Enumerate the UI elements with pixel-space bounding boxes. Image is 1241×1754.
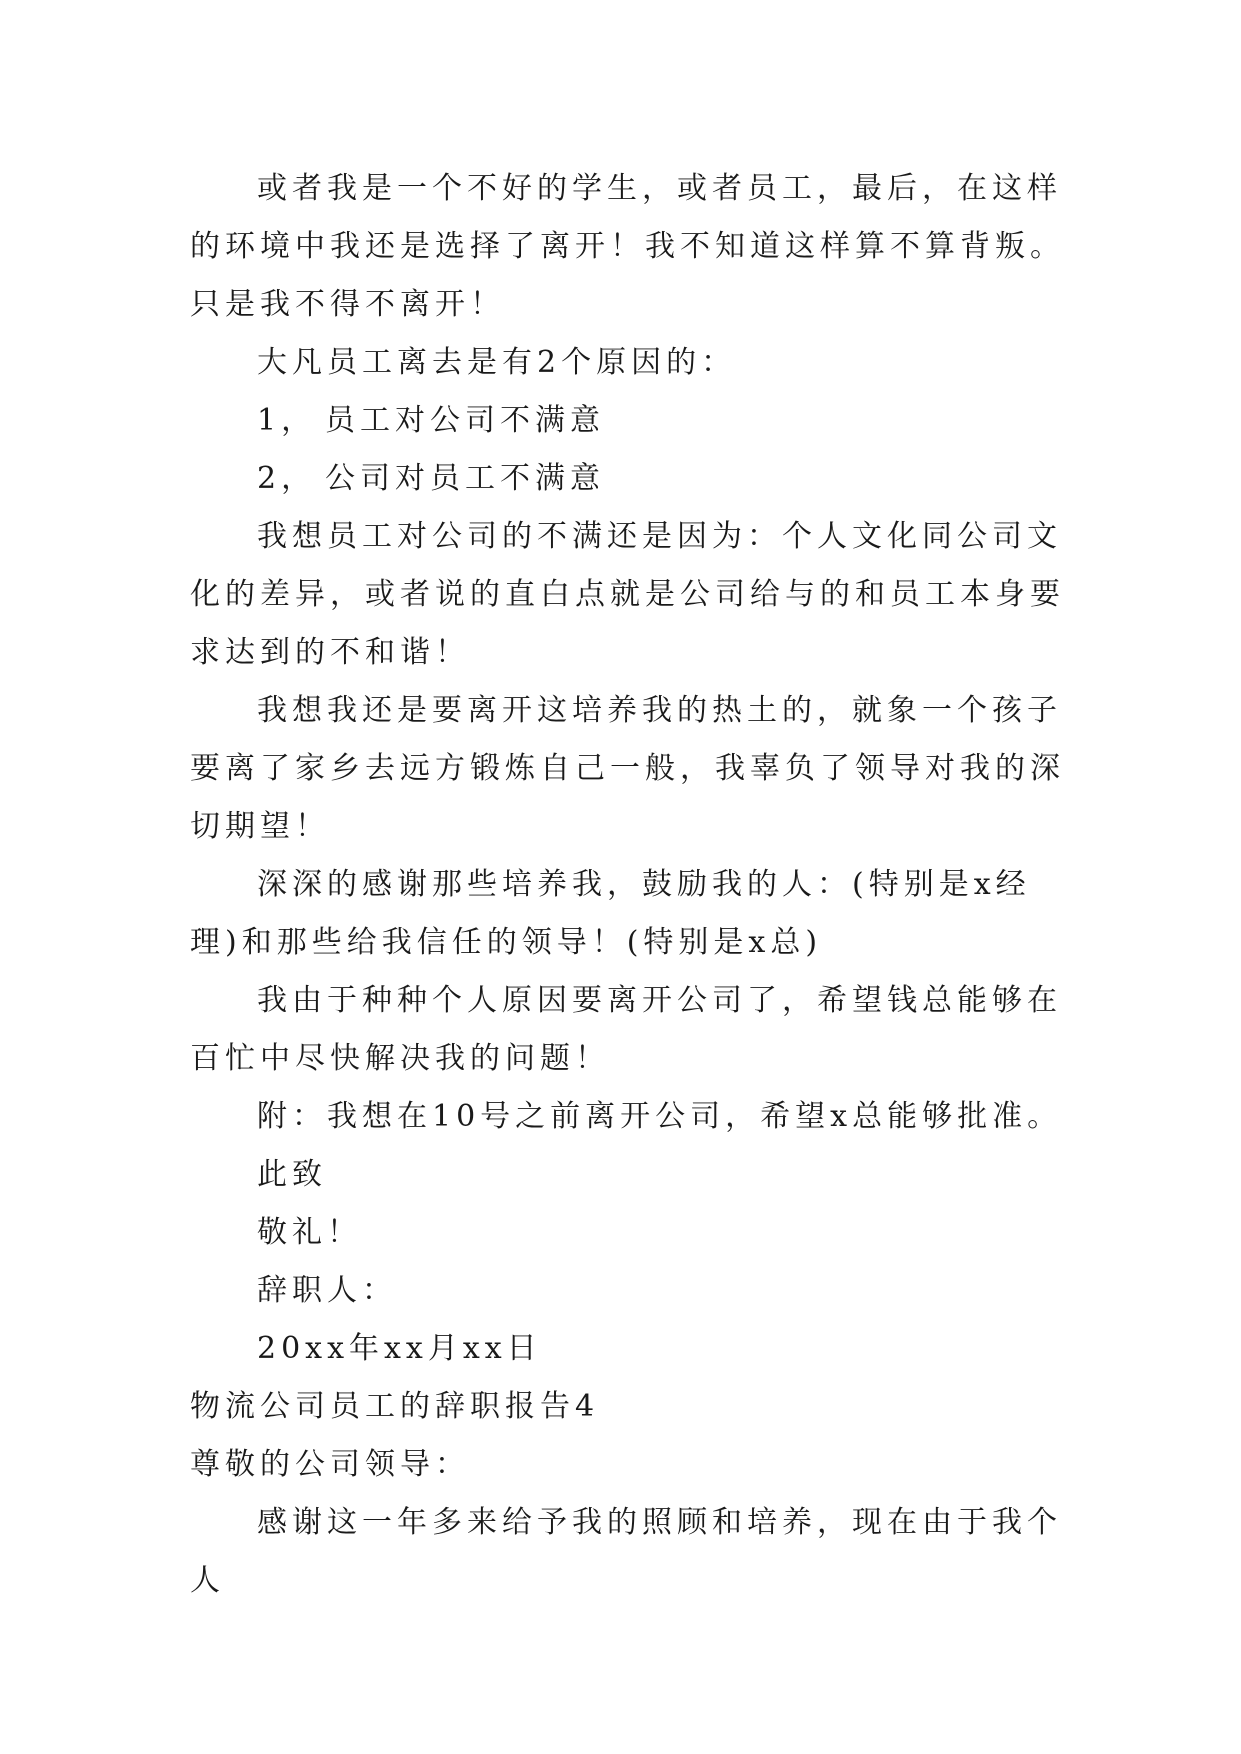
list-item-text: 员工对公司不满意 xyxy=(325,403,605,438)
section-heading: 物流公司员工的辞职报告4 xyxy=(190,1389,600,1424)
closing-line-2: 敬礼！ xyxy=(257,1215,362,1250)
list-item xyxy=(190,450,1070,508)
paragraph-leaving: 我想我还是要离开这培养我的热土的，就象一个孩子要离了家乡去远方锻炼自己一般，我辜负了领导对我的深切期望！ xyxy=(190,693,1065,844)
list-item-number: 1， xyxy=(257,403,317,438)
signer-label: 辞职人： xyxy=(257,1273,397,1308)
paragraph-request: 我由于种种个人原因要离开公司了，希望钱总能够在百忙中尽快解决我的问题！ xyxy=(190,983,1062,1076)
document-body xyxy=(190,160,1070,1610)
paragraph-thanks: 深深的感谢那些培养我，鼓励我的人：(特别是x经理)和那些给我信任的领导！(特别是x总) xyxy=(190,867,1031,960)
list-item-number: 2， xyxy=(257,461,317,496)
list-item-text: 公司对员工不满意 xyxy=(325,461,605,496)
paragraph-note: 附：我想在10号之前离开公司，希望x总能够批准。 xyxy=(257,1099,1063,1134)
paragraph-opening: 感谢这一年多来给予我的照顾和培养，现在由于我个人 xyxy=(190,1505,1062,1598)
paragraph-culture: 我想员工对公司的不满还是因为：个人文化同公司文化的差异，或者说的直白点就是公司给与的和员工本身要求达到的不和谐！ xyxy=(190,519,1065,670)
salutation: 尊敬的公司领导： xyxy=(190,1447,470,1482)
closing-line-1: 此致 xyxy=(257,1157,327,1192)
paragraph-intro: 或者我是一个不好的学生，或者员工，最后，在这样的环境中我还是选择了离开！我不知道这样算不算背叛。只是我不得不离开！ xyxy=(190,171,1065,322)
list-item xyxy=(190,392,1070,450)
date-line: 20xx年xx月xx日 xyxy=(257,1331,542,1366)
paragraph-reasons-intro: 大凡员工离去是有2个原因的： xyxy=(257,345,737,380)
